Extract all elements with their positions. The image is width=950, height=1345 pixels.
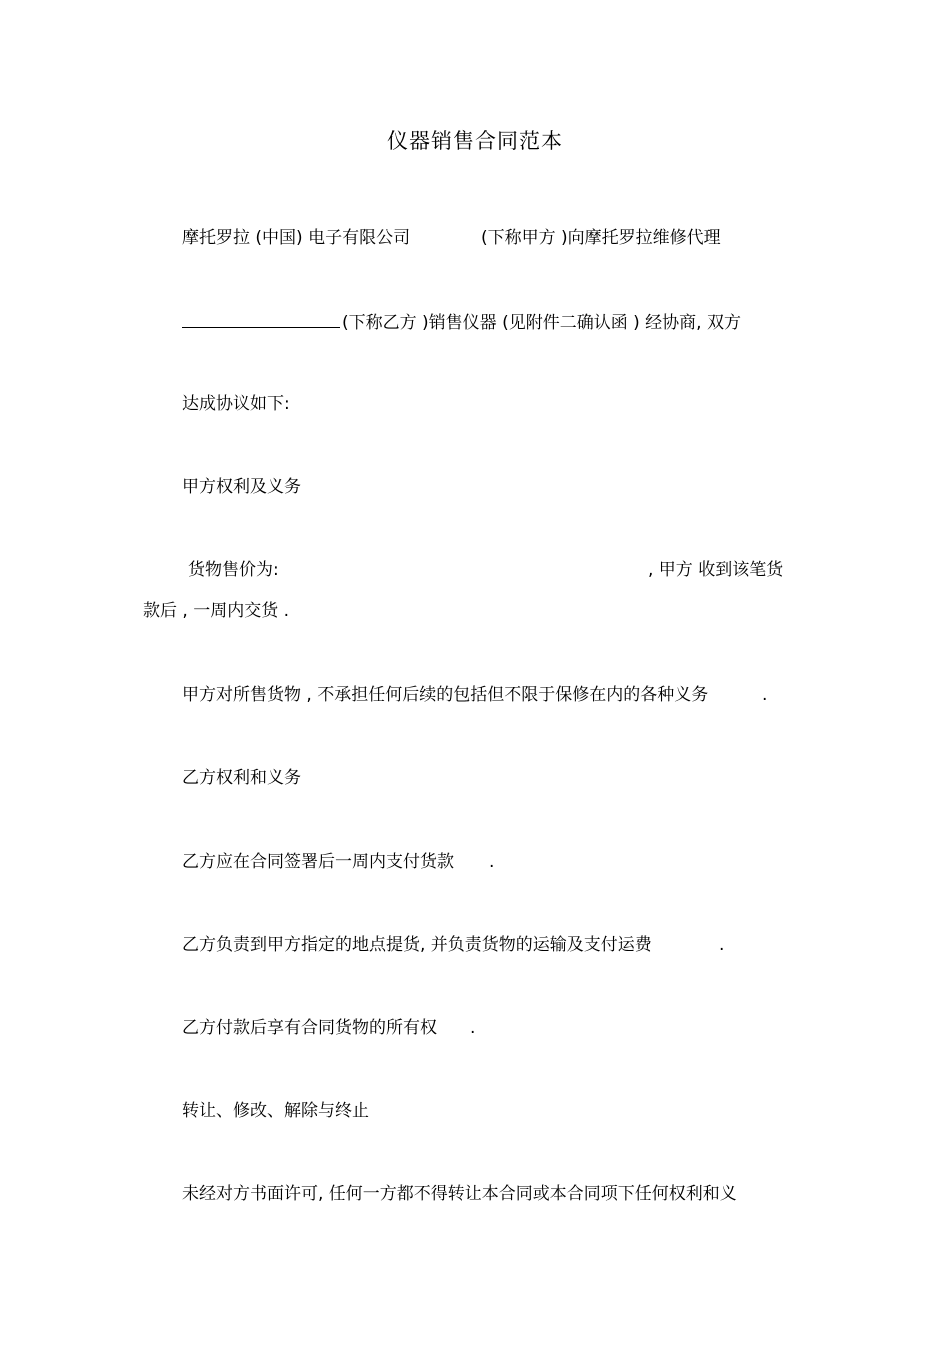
party-b-item-1-period: . (489, 852, 495, 872)
intro-line-1-left: 摩托罗拉 (中国) 电子有限公司 (182, 228, 411, 248)
intro-line-2-text: (下称乙方 )销售仪器 (见附件二确认函 ) 经协商, 双方 (342, 313, 741, 333)
price-right-text: , 甲方 收到该笔货 (648, 560, 784, 580)
party-b-item-2-period: . (719, 935, 725, 955)
party-b-item-1: 乙方应在合同签署后一周内支付货款 (182, 852, 454, 872)
party-a-duty: 甲方对所售货物 , 不承担任何后续的包括但不限于保修在内的各种义务 (182, 685, 709, 705)
intro-line-3: 达成协议如下: (182, 394, 290, 414)
party-b-item-3: 乙方付款后享有合同货物的所有权 (182, 1018, 437, 1038)
agent-name-blank[interactable] (182, 310, 340, 328)
transfer-heading: 转让、修改、解除与终止 (182, 1101, 369, 1121)
party-b-item-2: 乙方负责到甲方指定的地点提货, 并负责货物的运输及支付运费 (182, 935, 652, 955)
document-title: 仪器销售合同范本 (387, 129, 563, 153)
price-label: 货物售价为: (188, 560, 279, 580)
price-continuation: 款后 , 一周内交货 . (143, 601, 290, 621)
party-a-duty-period: . (762, 685, 768, 705)
party-b-heading: 乙方权利和义务 (182, 768, 301, 788)
transfer-item-1: 未经对方书面许可, 任何一方都不得转让本合同或本合同项下任何权利和义 (182, 1184, 737, 1204)
intro-line-1-right: (下称甲方 )向摩托罗拉维修代理 (481, 228, 721, 248)
party-b-item-3-period: . (470, 1018, 476, 1038)
intro-line-2 (182, 310, 741, 335)
party-a-heading: 甲方权利及义务 (182, 477, 301, 497)
